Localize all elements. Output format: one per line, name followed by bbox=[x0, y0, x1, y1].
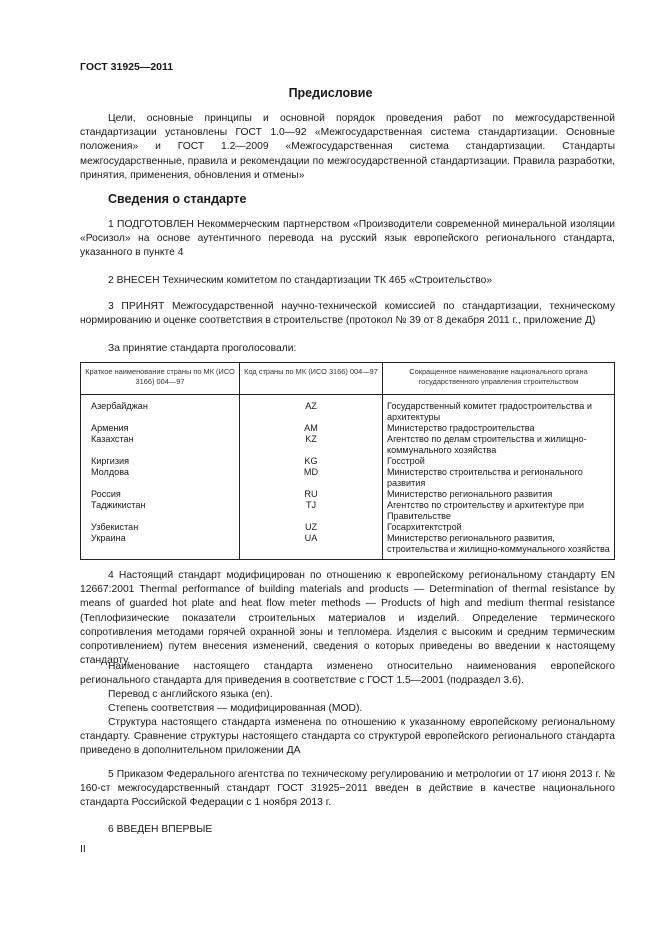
table-row bbox=[81, 500, 615, 522]
authority-cell: Государственный комитет градостроительства и архитектуры bbox=[383, 395, 615, 424]
table-row bbox=[81, 395, 615, 424]
country-cell: Украина bbox=[81, 533, 240, 560]
table-row bbox=[81, 489, 615, 500]
table-row bbox=[81, 434, 615, 456]
item-4-translation: Перевод с английского языка (en). bbox=[108, 689, 273, 700]
country-code-cell: KG bbox=[240, 456, 383, 467]
page-number: II bbox=[80, 843, 86, 855]
foreword-text: Цели, основные принципы и основной порядок проведения работ по межгосударственной стандартизации установлены ГОСТ 1.0—92 «Межгосударственная система стандартизации. Основные положения» и ГОСТ 1.2—2009 «Межгосударственная система стандартизации. Стандарты межгосударственные, правила и рекомендации по межгосударственной стандартизации. Правила разработки, принятия, применения, обновления и отмены» bbox=[80, 113, 615, 181]
info-item-1: 1 ПОДГОТОВЛЕН Некоммерческим партнерством «Производители современной минеральной изоляции «Росизол» на основе аутентичного перевода на русский язык европейского регионального стандарта, указанного в пункте 4 bbox=[80, 219, 615, 259]
item-6-text: 6 ВВЕДЕН ВПЕРВЫЕ bbox=[108, 824, 213, 835]
column-header-authority: Сокращенное наименование национального органа государственного управления строительством bbox=[383, 363, 615, 395]
authority-cell: Госстрой bbox=[383, 456, 615, 467]
authority-cell: Министерство градостроительства bbox=[383, 423, 615, 434]
item-5-text: 5 Приказом Федерального агентства по техническому регулированию и метрологии от 17 июня 2013 г. № 160-ст межгосударственный стандарт ГОСТ 31925−2011 введен в действие в качестве национального стандарта Российской Федерации с 1 ноября 2013 г. bbox=[80, 769, 615, 809]
voting-countries-table bbox=[80, 362, 615, 560]
country-cell: Узбекистан bbox=[81, 522, 240, 533]
item-4-text: 4 Настоящий стандарт модифицирован по отношению к европейскому региональному стандарту EN 12667:2001 Thermal performance of building materials and products — Determination of thermal resistance by means of guarded hot plate and heat flow meter methods — Products of high and medium thermal resistance (Теплофизические показатели строительных материалов и изделий. Определение термического сопротивления методами горячей охранной зоны и тепломера. Изделия с высоким и средним термическим сопротивлением) путем внесения изменений, сведения о которых приведены во введении к настоящему стандарту. bbox=[80, 570, 615, 667]
info-item-3: 3 ПРИНЯТ Межгосударственной научно-технической комиссией по стандартизации, техническому нормированию и оценке соответствия в строительстве (протокол № 39 от 8 декабря 2011 г., приложение Д) bbox=[80, 301, 615, 327]
authority-cell: Агентство по делам строительства и жилищно-коммунального хозяйства bbox=[383, 434, 615, 456]
country-cell: Россия bbox=[81, 489, 240, 500]
info-item-2: 2 ВНЕСЕН Техническим комитетом по стандартизации ТК 465 «Строительство» bbox=[108, 275, 493, 286]
country-code-cell: AM bbox=[240, 423, 383, 434]
table-row bbox=[81, 423, 615, 434]
country-cell: Казахстан bbox=[81, 434, 240, 456]
table-row bbox=[81, 467, 615, 489]
country-cell: Киргизия bbox=[81, 456, 240, 467]
foreword-title: Предисловие bbox=[288, 86, 373, 100]
country-code-cell: RU bbox=[240, 489, 383, 500]
country-cell: Армения bbox=[81, 423, 240, 434]
table-header-row bbox=[81, 363, 615, 395]
table-row bbox=[81, 522, 615, 533]
item-4-structure: Структура настоящего стандарта изменена по отношению к указанному европейскому региональному стандарту. Сравнение структуры настоящего стандарта со структурой европейского регионального стандарта приведено в дополнительном приложении ДА bbox=[80, 717, 615, 757]
item-4-name-change: Наименование настоящего стандарта изменено относительно наименования европейского регионального стандарта для приведения в соответствие с ГОСТ 1.5—2001 (подраздел 3.6). bbox=[80, 661, 615, 687]
country-code-cell: AZ bbox=[240, 395, 383, 424]
country-code-cell: MD bbox=[240, 467, 383, 489]
authority-cell: Министерство регионального развития bbox=[383, 489, 615, 500]
country-code-cell: UA bbox=[240, 533, 383, 560]
table-row bbox=[81, 533, 615, 560]
table-row bbox=[81, 456, 615, 467]
country-code-cell: UZ bbox=[240, 522, 383, 533]
document-code-header: ГОСТ 31925—2011 bbox=[80, 61, 174, 73]
country-cell: Таджикистан bbox=[81, 500, 240, 522]
column-header-country: Краткое наименование страны по МК (ИСО 3166) 004—97 bbox=[81, 363, 240, 395]
standard-info-title: Сведения о стандарте bbox=[108, 192, 247, 206]
country-cell: Азербайджан bbox=[81, 395, 240, 424]
item-4-conformity: Степень соответствия — модифицированная (MOD). bbox=[108, 703, 363, 714]
vote-intro: За принятие стандарта проголосовали: bbox=[108, 343, 297, 354]
country-code-cell: TJ bbox=[240, 500, 383, 522]
column-header-code: Код страны по МК (ИСО 3166) 004—97 bbox=[240, 363, 383, 395]
country-code-cell: KZ bbox=[240, 434, 383, 456]
authority-cell: Министерство регионального развития, строительства и жилищно-коммунального хозяйства bbox=[383, 533, 615, 560]
country-cell: Молдова bbox=[81, 467, 240, 489]
authority-cell: Госархитектстрой bbox=[383, 522, 615, 533]
authority-cell: Агентство по строительству и архитектуре при Правительстве bbox=[383, 500, 615, 522]
authority-cell: Министерство строительства и регионального развития bbox=[383, 467, 615, 489]
